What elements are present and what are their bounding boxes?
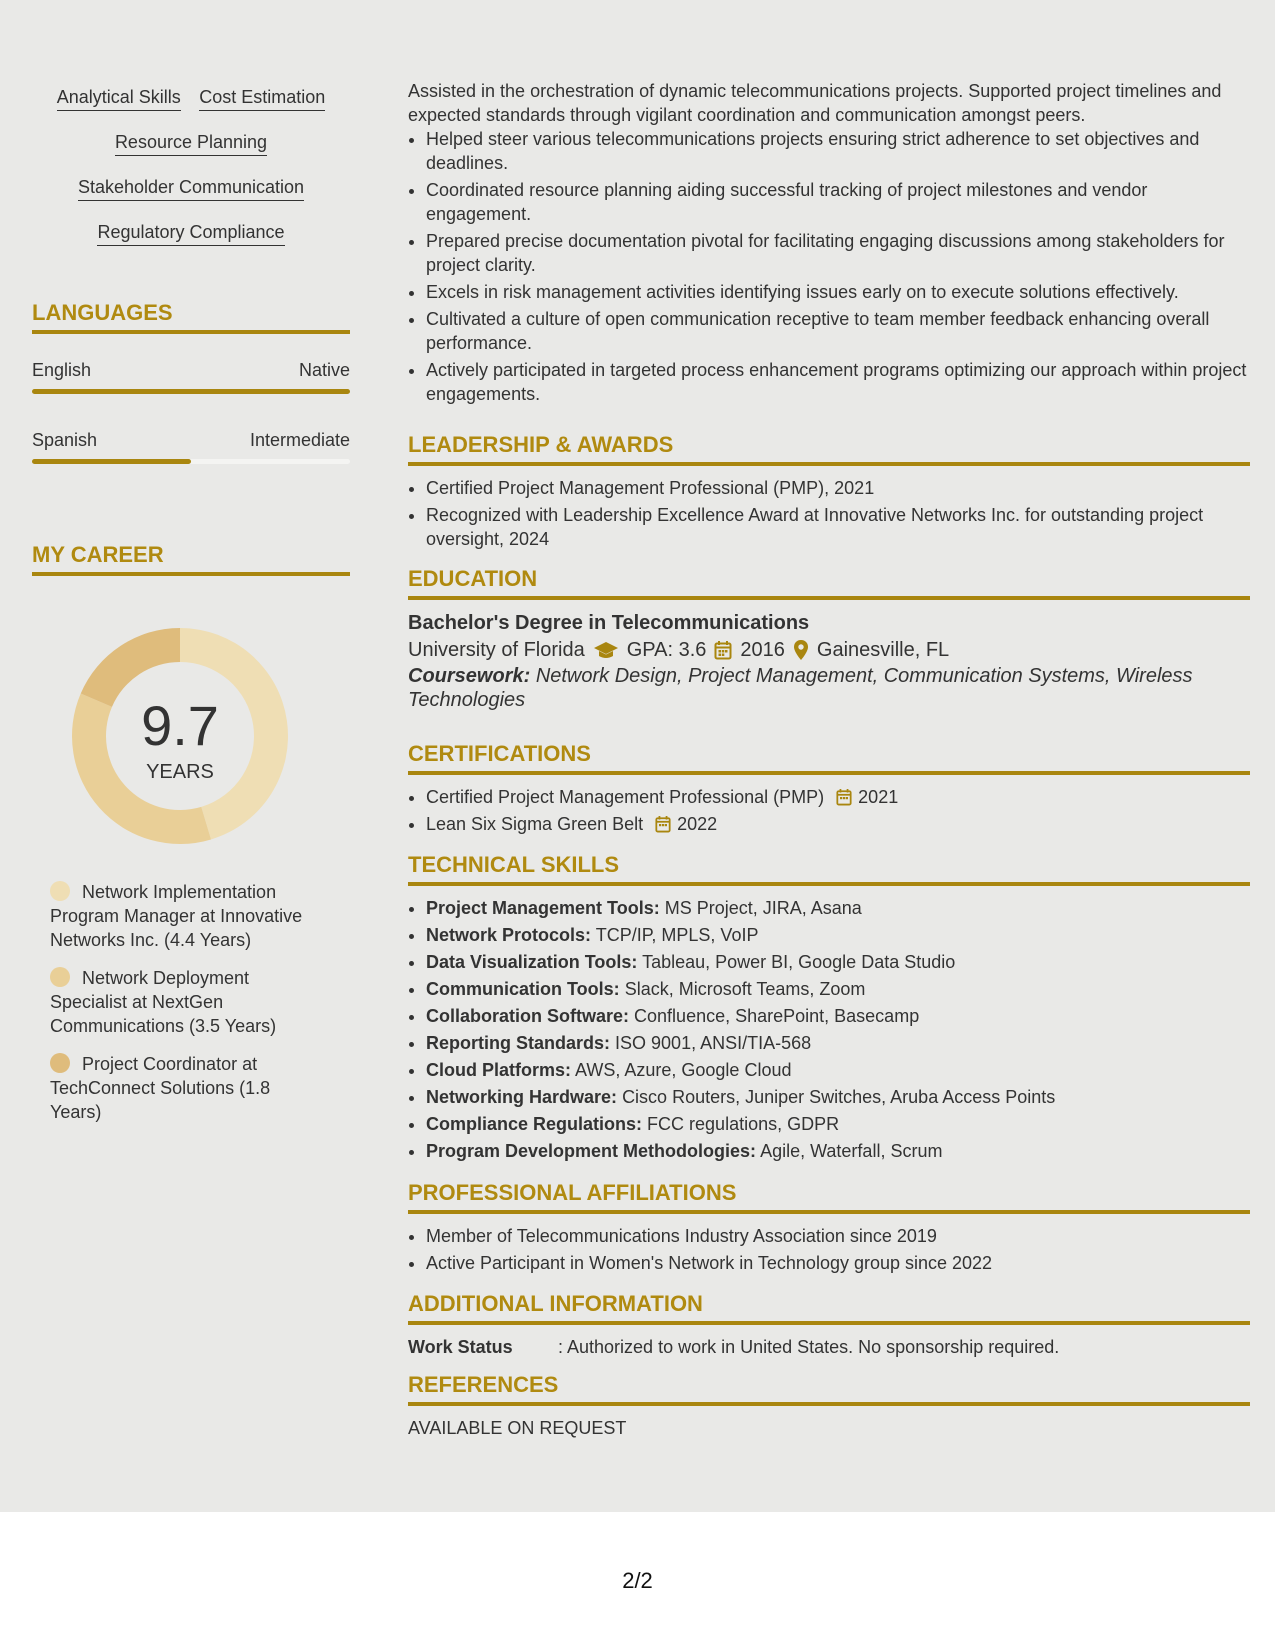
tag-row [32,221,350,266]
gpa: GPA: 3.6 [626,639,707,661]
list-item: • Actively participated in targeted process enhancement programs optimizing our approach within project engagements. [426,358,1250,406]
school-name: University of Florida [408,639,585,661]
skills-tags [32,86,350,266]
tag-row [32,176,350,221]
list-item [426,1031,1250,1055]
list-item: • Cultivated a culture of open communication receptive to team member feedback enhancing overall performance. [426,307,1250,355]
skill-category: Network Protocols: [426,925,592,945]
references-section [408,1372,1250,1440]
calendar-icon [714,640,732,660]
education-section [408,566,1250,712]
skill-values: Confluence, SharePoint, Basecamp [634,1006,920,1026]
tag-row [32,131,350,176]
languages-title: LANGUAGES [32,300,350,334]
calendar-icon [836,788,852,806]
certification-year: 2021 [858,787,899,807]
certification-name: • Certified Project Management Professional (PMP) [426,787,825,807]
work-status-value: : Authorized to work in United States. No sponsorship required. [558,1337,1060,1357]
technical-skills-section [408,852,1250,1166]
skill-values: Tableau, Power BI, Google Data Studio [642,952,956,972]
list-item [426,950,1250,974]
legend-label: Network Implementation Program Manager at Innovative Networks Inc. (4.4 Years) [50,882,303,950]
legend-dot [50,1053,70,1073]
section-title: PROFESSIONAL AFFILIATIONS [408,1180,1250,1214]
language-name: English [32,360,92,380]
skill-values: Agile, Waterfall, Scrum [760,1141,943,1161]
list-item [426,977,1250,1001]
skill-values: Cisco Routers, Juniper Switches, Aruba Access Points [622,1087,1056,1107]
section-title: REFERENCES [408,1372,1250,1406]
technical-skills-list [408,896,1250,1163]
location-pin-icon [793,639,809,661]
language-level: Intermediate [249,430,350,450]
list-item [426,896,1250,920]
skill-category: Compliance Regulations: [426,1114,643,1134]
legend-item [50,1052,320,1124]
legend-label: Project Coordinator at TechConnect Solutions (1.8 Years) [50,1054,271,1122]
tag-row [32,86,350,131]
skill-category: Networking Hardware: [426,1087,618,1107]
certification-year: 2022 [677,814,718,834]
skill-values: AWS, Azure, Google Cloud [575,1060,792,1080]
skill-category: Program Development Methodologies: [426,1141,757,1161]
language-bar [32,459,350,464]
language-bar-fill [32,389,350,394]
skill-values: MS Project, JIRA, Asana [664,898,862,918]
list-item [426,1112,1250,1136]
school-location: Gainesville, FL [816,639,950,661]
career-total-unit: YEARS [146,761,214,783]
calendar-icon [655,815,671,833]
experience-block [408,79,1250,409]
career-legend [50,880,320,1138]
language-bar [32,389,350,394]
skill-values: Slack, Microsoft Teams, Zoom [624,979,866,999]
skill-values: FCC regulations, GDPR [647,1114,840,1134]
section-title: TECHNICAL SKILLS [408,852,1250,886]
legend-dot [50,967,70,987]
affiliations-section [408,1180,1250,1278]
section-title: LEADERSHIP & AWARDS [408,432,1250,466]
list-item: • Helped steer various telecommunications projects ensuring strict adherence to set objectives and deadlines. [426,127,1250,175]
leadership-list [408,476,1250,551]
legend-item [50,966,320,1038]
legend-dot [50,881,70,901]
list-item: • Excels in risk management activities identifying issues early on to execute solutions effectively. [426,280,1250,304]
language-english [32,359,350,394]
list-item: • Coordinated resource planning aiding successful tracking of project milestones and vendor engagement. [426,178,1250,226]
page-number: 2/2 [622,1568,653,1593]
coursework [408,664,1250,712]
coursework-list: Network Design, Project Management, Communication Systems, Wireless Technologies [408,665,1193,711]
career-total-value: 9.7 [141,694,219,757]
section-title: EDUCATION [408,566,1250,600]
list-item [426,1058,1250,1082]
list-item [426,1085,1250,1109]
language-level: Native [298,360,350,380]
language-bar-fill [32,459,191,464]
legend-label: Network Deployment Specialist at NextGen Communications (3.5 Years) [50,968,277,1036]
certifications-list [408,785,1250,836]
certification-name: • Lean Six Sigma Green Belt [426,814,644,834]
degree-title: Bachelor's Degree in Telecommunications [408,612,810,634]
skill-category: Reporting Standards: [426,1033,611,1053]
language-name: Spanish [32,430,98,450]
coursework-label: Coursework: [408,665,531,687]
languages-section [32,300,350,334]
additional-info-section [408,1291,1250,1359]
work-status-row [408,1335,1250,1359]
list-item [426,1004,1250,1028]
graduation-year: 2016 [740,639,785,661]
references-text: AVAILABLE ON REQUEST [408,1418,627,1438]
certifications-section [408,741,1250,839]
career-title: MY CAREER [32,542,350,576]
skill-values: ISO 9001, ANSI/TIA-568 [615,1033,812,1053]
list-item [426,923,1250,947]
list-item [426,1139,1250,1163]
graduation-cap-icon [593,640,619,660]
skill-tag: Resource Planning [115,131,267,156]
skill-category: Collaboration Software: [426,1006,630,1026]
skill-category: Communication Tools: [426,979,620,999]
skill-tag: Stakeholder Communication [78,176,304,201]
skill-tag: Regulatory Compliance [97,221,284,246]
career-donut-chart [62,618,298,854]
skill-values: TCP/IP, MPLS, VoIP [595,925,759,945]
section-title: ADDITIONAL INFORMATION [408,1291,1250,1325]
section-title: CERTIFICATIONS [408,741,1250,775]
language-spanish [32,429,350,464]
skill-category: Project Management Tools: [426,898,660,918]
affiliations-list [408,1224,1250,1275]
career-section [32,542,350,576]
skill-category: Data Visualization Tools: [426,952,638,972]
list-item: • Active Participant in Women's Network in Technology group since 2022 [426,1251,1250,1275]
list-item: • Member of Telecommunications Industry Association since 2019 [426,1224,1250,1248]
list-item: • Prepared precise documentation pivotal for facilitating engaging discussions among stakeholders for project clarity. [426,229,1250,277]
work-status-label: Work Status [408,1337,513,1357]
leadership-section [408,432,1250,554]
skill-category: Cloud Platforms: [426,1060,572,1080]
list-item: • Certified Project Management Professional (PMP), 2021 [426,476,1250,500]
list-item: • Recognized with Leadership Excellence Award at Innovative Networks Inc. for outstanding project oversight, 2024 [426,503,1250,551]
education-details [408,636,1250,664]
legend-item [50,880,320,952]
experience-summary: Assisted in the orchestration of dynamic telecommunications projects. Supported project timelines and expected standards through vigilant coordination and communication amongst peers. [408,81,1222,125]
skill-tag: Analytical Skills [57,86,181,111]
list-item [426,785,1250,809]
experience-bullets [408,127,1250,406]
list-item [426,812,1250,836]
skill-tag: Cost Estimation [199,86,325,111]
